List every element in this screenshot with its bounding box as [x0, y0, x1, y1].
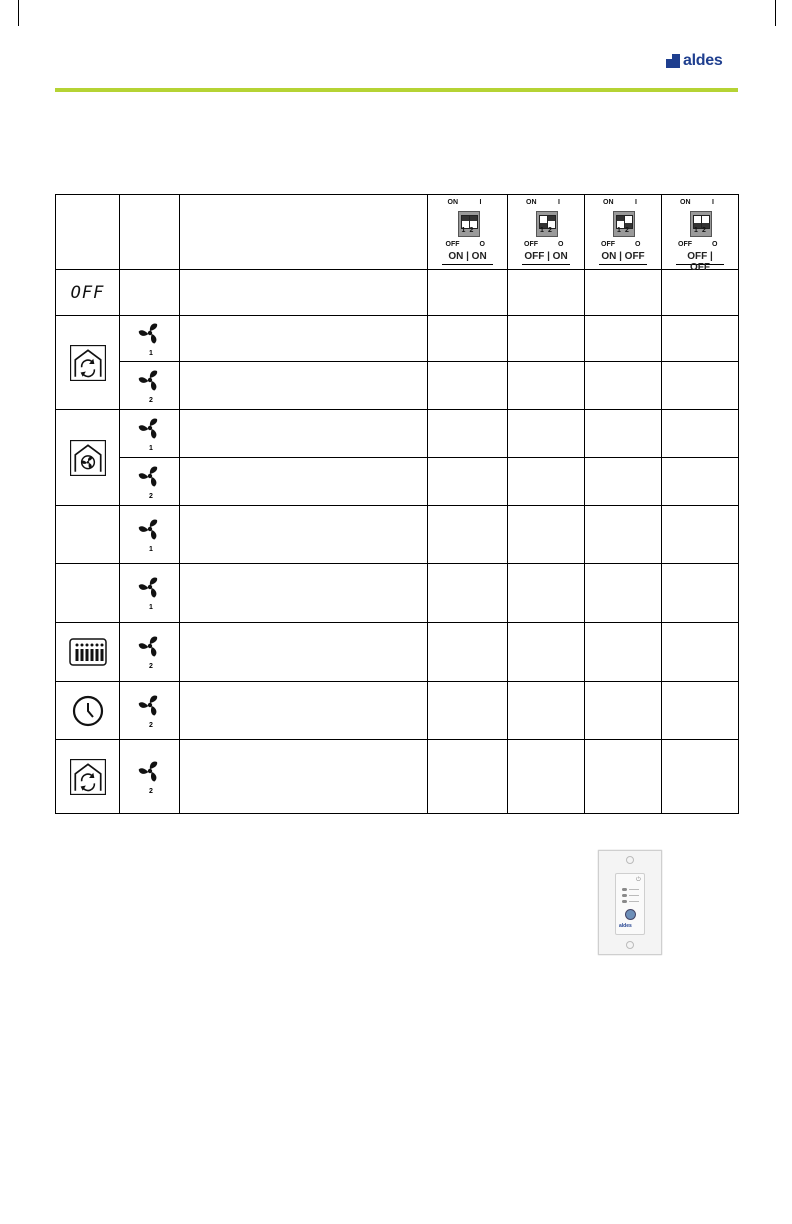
- fan-icon: [135, 464, 165, 500]
- fan-icon: [135, 416, 165, 452]
- wall-control-photo: [598, 850, 662, 955]
- setting-cell: [508, 506, 585, 564]
- setting-cell: [585, 362, 662, 410]
- fan-speed-number: 1: [148, 545, 153, 553]
- header-rule: [55, 88, 738, 92]
- off-display-icon: [56, 270, 120, 316]
- table-row: [56, 682, 739, 740]
- mode-icon-cell: [56, 564, 120, 623]
- fan-speed-number: 2: [148, 787, 153, 795]
- dip-on-label: ON: [680, 199, 691, 206]
- dip-num-1: 1: [461, 227, 466, 234]
- setting-cell: [585, 316, 662, 362]
- switch-column-header: [428, 195, 508, 270]
- setting-cell: [428, 458, 508, 506]
- setting-cell: [662, 682, 739, 740]
- setting-cell: [428, 270, 508, 316]
- switch-setting-label: ON | OFF: [599, 251, 647, 265]
- switch-column-header: [662, 195, 739, 273]
- fan-speed-cell: [120, 316, 180, 362]
- dip-zero-mark: O: [479, 241, 485, 248]
- led-indicator: [622, 888, 627, 891]
- setting-cell: [585, 740, 662, 814]
- fan-icon: [135, 368, 165, 404]
- table-header-row: [56, 195, 739, 270]
- description-cell: [180, 506, 428, 564]
- fan-speed-cell: [120, 506, 180, 564]
- fan-speed-number: 2: [148, 492, 153, 500]
- setting-cell: [428, 682, 508, 740]
- dip-on-label: ON: [603, 199, 614, 206]
- led-indicator: [622, 900, 627, 903]
- dip-one-mark: I: [479, 199, 482, 206]
- setting-cell: [585, 564, 662, 623]
- setting-cell: [585, 410, 662, 458]
- fan-speed-number: 1: [148, 349, 153, 357]
- fan-speed-cell: [120, 740, 180, 814]
- led-indicator: [622, 894, 627, 897]
- dip-num-2: 2: [469, 227, 474, 234]
- fan-speed-cell: [120, 682, 180, 740]
- dip-switch-diagram: [446, 199, 490, 254]
- remote-logo: aldes: [619, 923, 632, 929]
- setting-cell: [662, 506, 739, 564]
- dip-num-2: 2: [702, 227, 706, 234]
- description-cell: [180, 623, 428, 682]
- header-blank-cell: [56, 195, 120, 270]
- power-icon: ⏻: [636, 877, 641, 883]
- fan-speed-number: 1: [148, 444, 153, 452]
- table-row: [56, 316, 739, 362]
- fan-settings-table: [55, 194, 739, 814]
- control-faceplate: [615, 873, 645, 935]
- description-cell: [180, 458, 428, 506]
- setting-cell: [508, 564, 585, 623]
- mode-icon-cell: [56, 506, 120, 564]
- dip-off-label: OFF: [445, 241, 460, 248]
- description-cell: [180, 682, 428, 740]
- crop-mark-left: [18, 0, 19, 26]
- table-row: [56, 740, 739, 814]
- setting-cell: [508, 270, 585, 316]
- dip-off-label: OFF: [601, 241, 615, 248]
- setting-cell: [508, 316, 585, 362]
- setting-cell: [508, 740, 585, 814]
- dip-one-mark: I: [635, 199, 637, 206]
- dip-zero-mark: O: [712, 241, 718, 248]
- crop-mark-right: [775, 0, 776, 26]
- setting-cell: [662, 740, 739, 814]
- fan-speed-cell: [120, 410, 180, 458]
- fan-speed-cell: [120, 362, 180, 410]
- switch-column-header: [585, 195, 662, 270]
- logo-mark-icon: [666, 54, 680, 68]
- dip-num-2: 2: [548, 227, 552, 234]
- table-row: [56, 564, 739, 623]
- header-blank-cell: [180, 195, 428, 270]
- description-cell: [180, 362, 428, 410]
- dip-switch-diagram: [601, 199, 645, 254]
- screw-icon: [626, 941, 634, 949]
- setting-cell: [428, 623, 508, 682]
- fan-speed-number: 2: [148, 663, 153, 670]
- fan-icon: [135, 693, 165, 729]
- off-display-text: OFF: [70, 282, 105, 303]
- fan-icon: [135, 321, 165, 357]
- logo-text: aldes: [683, 52, 723, 69]
- setting-cell: [508, 458, 585, 506]
- description-cell: [180, 270, 428, 316]
- table-row: [56, 410, 739, 458]
- switch-setting-label: OFF | ON: [522, 251, 570, 265]
- house-recirculation-icon: [56, 316, 120, 410]
- setting-cell: [662, 362, 739, 410]
- setting-cell: [662, 458, 739, 506]
- heater-icon: [56, 623, 120, 682]
- fan-speed-cell: [120, 564, 180, 623]
- screw-icon: [626, 856, 634, 864]
- table-row: [56, 506, 739, 564]
- dip-on-label: ON: [526, 199, 537, 206]
- setting-cell: [585, 682, 662, 740]
- description-cell: [180, 410, 428, 458]
- setting-cell: [508, 362, 585, 410]
- setting-cell: [428, 564, 508, 623]
- fan-speed-number: 1: [148, 604, 153, 611]
- dip-switch-diagram: [524, 199, 568, 254]
- description-cell: [180, 316, 428, 362]
- dip-num-1: 1: [617, 227, 621, 234]
- dip-num-1: 1: [540, 227, 544, 234]
- switch-setting-label: ON | ON: [442, 251, 493, 265]
- setting-cell: [428, 410, 508, 458]
- house-recirculation-icon: [56, 740, 120, 814]
- fan-speed-cell: [120, 270, 180, 316]
- setting-cell: [662, 623, 739, 682]
- setting-cell: [585, 623, 662, 682]
- table-row: [56, 623, 739, 682]
- setting-cell: [428, 506, 508, 564]
- control-button: [625, 909, 636, 920]
- fan-icon: [135, 634, 165, 670]
- fan-speed-number: 2: [148, 721, 153, 729]
- dip-zero-mark: O: [635, 241, 641, 248]
- dip-num-1: 1: [694, 227, 698, 234]
- dip-off-label: OFF: [678, 241, 692, 248]
- dip-zero-mark: O: [558, 241, 564, 248]
- description-cell: [180, 740, 428, 814]
- setting-cell: [428, 362, 508, 410]
- fan-speed-cell: [120, 623, 180, 682]
- setting-cell: [508, 682, 585, 740]
- setting-cell: [662, 564, 739, 623]
- fan-icon: [135, 575, 165, 611]
- fan-icon: [135, 517, 165, 553]
- setting-cell: [585, 270, 662, 316]
- clock-icon: [56, 682, 120, 740]
- header-blank-cell: [120, 195, 180, 270]
- dip-on-label: ON: [447, 199, 458, 206]
- setting-cell: [428, 740, 508, 814]
- fan-icon: [135, 759, 165, 795]
- setting-cell: [508, 623, 585, 682]
- setting-cell: [585, 506, 662, 564]
- switch-setting-label: OFF | OFF: [676, 251, 724, 265]
- fan-speed-cell: [120, 458, 180, 506]
- description-cell: [180, 564, 428, 623]
- setting-cell: [662, 270, 739, 316]
- table-row: [56, 270, 739, 316]
- setting-cell: [585, 458, 662, 506]
- dip-switch-diagram: [678, 199, 722, 254]
- table-row: [56, 362, 739, 410]
- setting-cell: [508, 410, 585, 458]
- dip-one-mark: I: [558, 199, 560, 206]
- brand-logo: [666, 53, 722, 69]
- setting-cell: [662, 316, 739, 362]
- house-fan-icon: [56, 410, 120, 506]
- dip-one-mark: I: [712, 199, 714, 206]
- setting-cell: [662, 410, 739, 458]
- setting-cell: [428, 316, 508, 362]
- table-row: [56, 458, 739, 506]
- dip-num-2: 2: [625, 227, 629, 234]
- dip-off-label: OFF: [524, 241, 538, 248]
- switch-column-header: [508, 195, 585, 270]
- fan-speed-number: 2: [148, 396, 153, 404]
